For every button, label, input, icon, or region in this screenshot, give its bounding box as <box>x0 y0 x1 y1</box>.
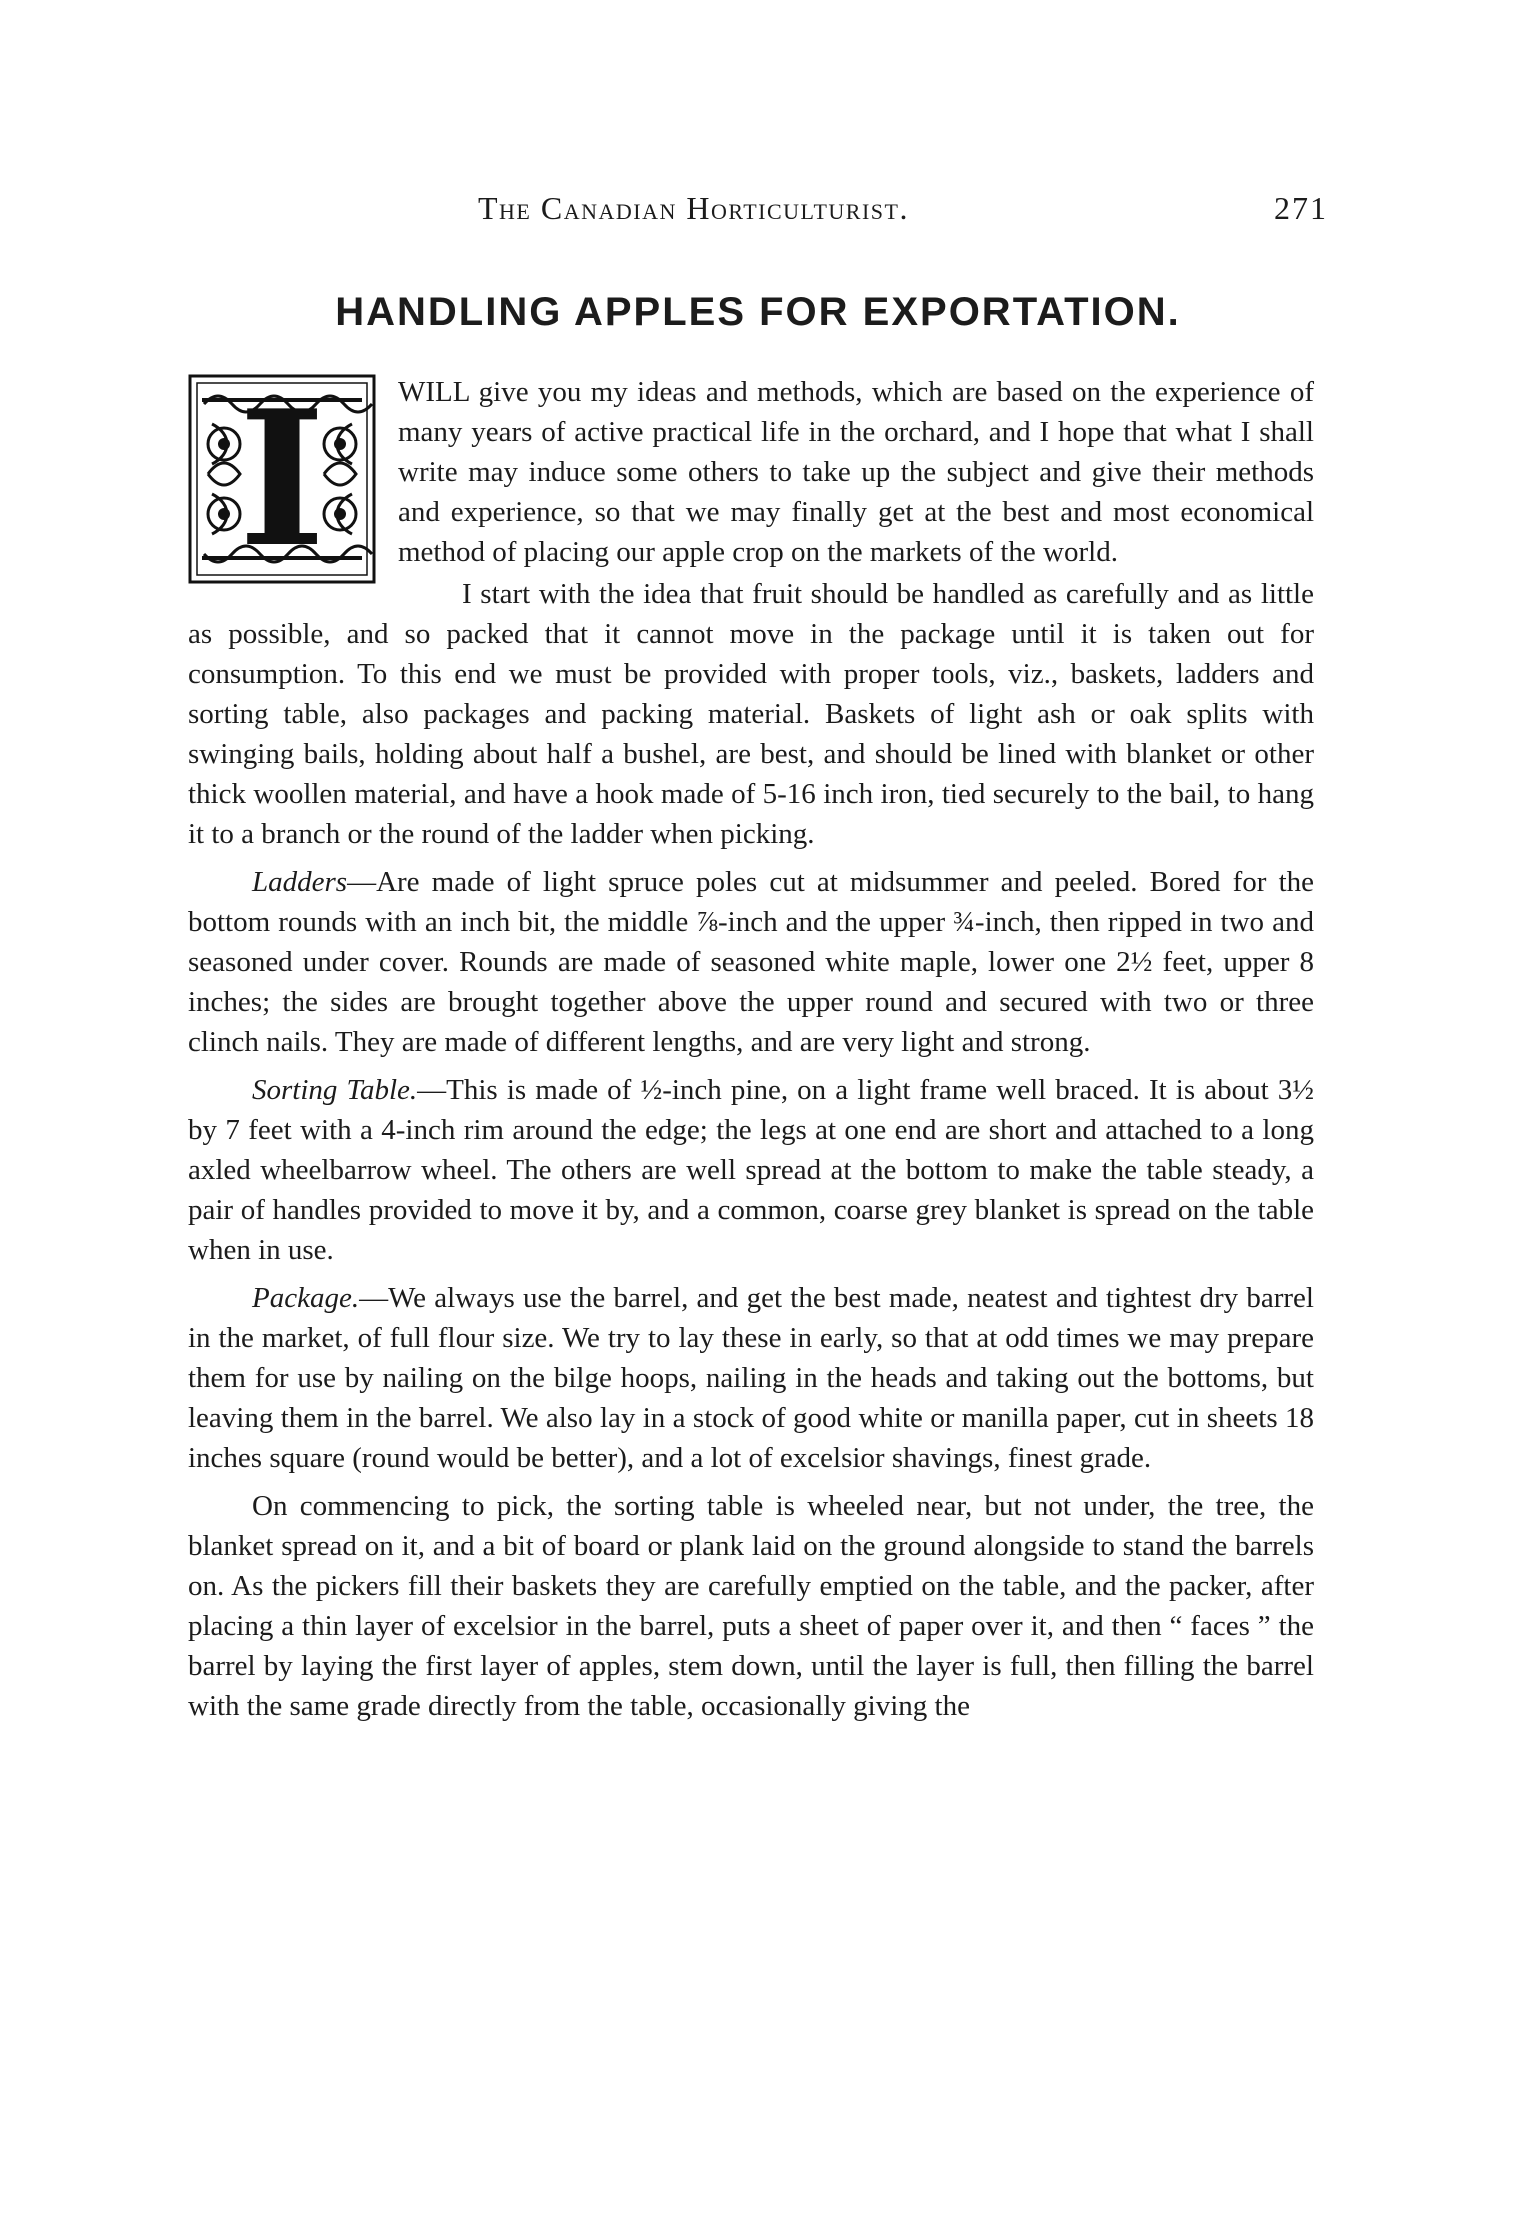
paragraph-ladders-text: —Are made of light spruce poles cut at midsummer and peeled. Bored for the bottom rounds with an inch bit, the middle ⅞-inch and the upper ¾-inch, then ripped in two and seasoned under cover. Rounds are made of seasoned white maple, lower one 2½ feet, upper 8 inches; the sides are brought together above the upper round and secured with two or three clinch nails. They are made of different lengths, and are very light and strong. <box>188 866 1314 1058</box>
section-label-sorting-table: Sorting Table. <box>252 1074 418 1106</box>
paragraph-sorting-table-text: —This is made of ½-inch pine, on a light frame well braced. It is about 3½ by 7 feet with a 4-inch rim around the edge; the legs at one end are short and attached to a long axled wheelbarrow wheel. The others are well spread at the bottom to make the table steady, a pair of handles provided to move it by, and a common, coarse grey blanket is spread on the table when in use. <box>188 1074 1314 1266</box>
paragraph-sorting-table <box>188 1070 1314 1270</box>
page-number: 271 <box>1274 190 1328 226</box>
paragraph-picking: On commencing to pick, the sorting table is wheeled near, but not under, the tree, the blanket spread on it, and a bit of board or plank laid on the ground alongside to stand the barrels on. As the pickers fill their baskets they are carefully emptied on the table, and the packer, after placing a thin layer of excelsior in the barrel, puts a sheet of paper over it, and then “ faces ” the barrel by laying the first layer of apples, stem down, until the layer is full, then filling the barrel with the same grade directly from the table, occasionally giving the <box>188 1490 1314 1722</box>
section-label-package: Package. <box>252 1282 360 1314</box>
drop-cap-letter: I <box>238 369 326 588</box>
ornamental-drop-cap <box>188 369 376 588</box>
paragraph-ladders <box>188 862 1314 1062</box>
paragraph-package-text: —We always use the barrel, and get the best made, neatest and tightest dry barrel in the market, of full flour size. We try to lay these in early, so that at odd times we may prepare them for use by nailing on the bilge hoops, nailing in the heads and taking out the bottoms, but leaving them in the barrel. We also lay in a stock of good white or manilla paper, cut in sheets 18 inches square (round would be better), and a lot of excelsior shavings, finest grade. <box>188 1282 1314 1474</box>
running-head <box>188 190 1328 240</box>
article-body <box>188 369 1314 1734</box>
section-label-ladders: Ladders <box>252 866 348 898</box>
paragraph-intro: WILL give you my ideas and methods, which are based on the experience of many years of active practical life in the orchard, and I hope that what I shall write may induce some others to take up the subject and give their methods and experience, so that we may finally get at the best and most economical method of placing our apple crop on the markets of the world. <box>398 376 1314 568</box>
article-title: HANDLING APPLES FOR EXPORTATION. <box>335 290 1181 334</box>
paragraph-package <box>188 1278 1314 1478</box>
paragraph-handling: I start with the idea that fruit should be handled as carefully and as little as possible, and so packed that it cannot move in the package until it is taken out for consumption. To this end we must be provided with proper tools, viz., baskets, ladders and sorting table, also packages and packing material. Baskets of light ash or oak splits with swinging bails, holding about half a bushel, are best, and should be lined with blanket or other thick woollen material, and have a hook made of 5-16 inch iron, tied securely to the bail, to hang it to a branch or the round of the ladder when picking. <box>188 578 1314 850</box>
running-title: The Canadian Horticulturist. <box>478 190 909 226</box>
